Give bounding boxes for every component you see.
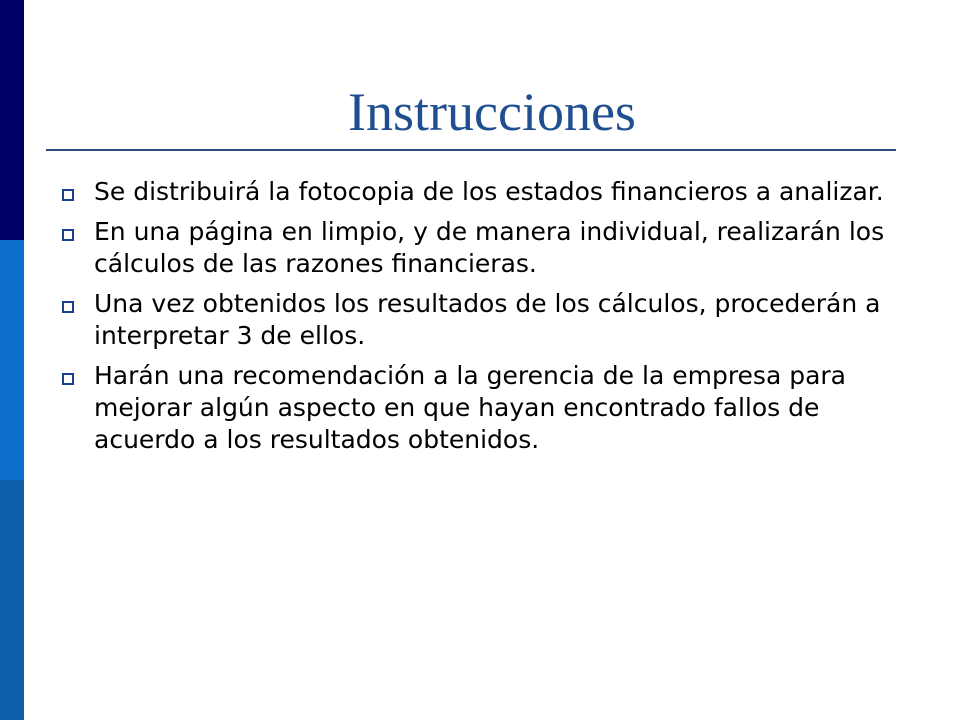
side-bar-segment-bottom [0,480,24,720]
title-underline [46,149,896,151]
slide-title: Instrucciones [348,82,636,142]
square-outline-bullet-icon [62,373,74,385]
bullet-text: Harán una recomendación a la gerencia de la empresa para mejorar algún aspecto en que hayan encontrado fallos de acuerdo a los resultados obtenidos. [94,361,847,454]
bullet-text: Una vez obtenidos los resultados de los cálculos, procederán a interpretar 3 de ellos. [94,289,881,350]
side-bar-segment-top [0,0,24,240]
square-outline-bullet-icon [62,229,74,241]
side-accent-bar [0,0,24,720]
square-outline-bullet-icon [62,189,74,201]
square-outline-bullet-icon [62,301,74,313]
bullet-text: Se distribuirá la fotocopia de los estados financieros a analizar. [94,177,884,206]
side-bar-segment-middle [0,240,24,480]
bullet-list [60,176,900,464]
bullet-item [60,288,900,352]
bullet-item [60,176,900,208]
bullet-item [60,216,900,280]
bullet-text: En una página en limpio, y de manera individual, realizarán los cálculos de las razones financieras. [94,217,885,278]
bullet-item [60,360,900,456]
